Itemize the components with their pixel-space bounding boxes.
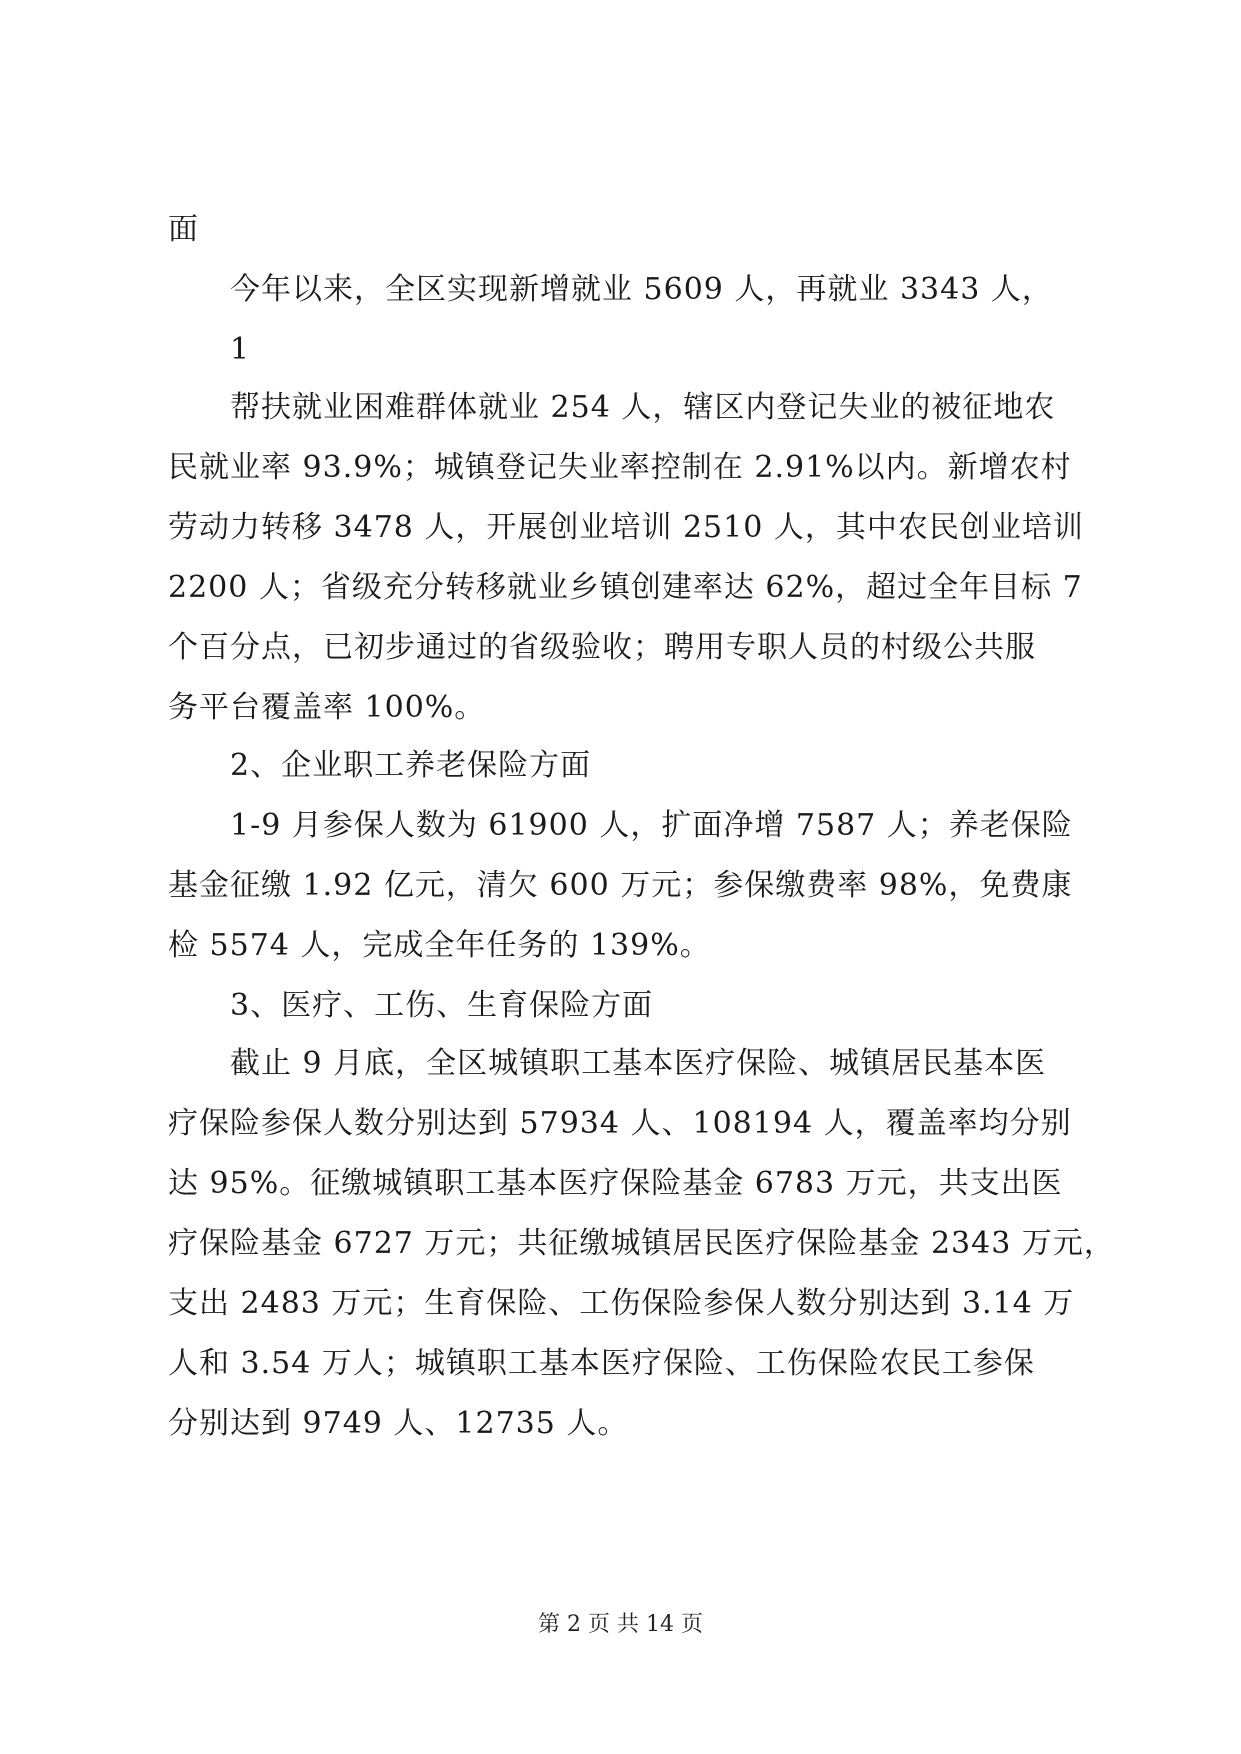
text-line: 务平台覆盖率 100%。	[168, 690, 486, 725]
text-line: 达 95%。征缴城镇职工基本医疗保险基金 6783 万元，共支出医	[168, 1166, 1063, 1201]
page-number: 第 2 页 共 14 页	[538, 1612, 703, 1637]
section-heading: 2、企业职工养老保险方面	[230, 748, 592, 783]
text-line: 分别达到 9749 人、12735 人。	[168, 1406, 629, 1441]
text-line: 今年以来，全区实现新增就业 5609 人，再就业 3343 人，	[230, 272, 1053, 307]
text-line: 支出 2483 万元；生育保险、工伤保险参保人数分别达到 3.14 万	[168, 1286, 1075, 1321]
text-line: 疗保险参保人数分别达到 57934 人、108194 人，覆盖率均分别	[168, 1106, 1072, 1141]
text-line: 人和 3.54 万人；城镇职工基本医疗保险、工伤保险农民工参保	[168, 1346, 1035, 1381]
text-line: 截止 9 月底，全区城镇职工基本医疗保险、城镇居民基本医	[230, 1046, 1047, 1081]
text-line: 面	[168, 212, 199, 247]
text-line: 个百分点，已初步通过的省级验收；聘用专职人员的村级公共服	[168, 630, 1036, 665]
text-line: 劳动力转移 3478 人，开展创业培训 2510 人，其中农民创业培训	[168, 510, 1084, 545]
text-line: 1-9 月参保人数为 61900 人，扩面净增 7587 人；养老保险	[230, 808, 1073, 843]
text-line: 1	[230, 332, 251, 367]
text-line: 基金征缴 1.92 亿元，清欠 600 万元；参保缴费率 98%，免费康	[168, 868, 1073, 903]
text-line: 帮扶就业困难群体就业 254 人，辖区内登记失业的被征地农	[230, 390, 1056, 425]
text-line: 疗保险基金 6727 万元；共征缴城镇居民医疗保险基金 2343 万元，	[168, 1226, 1115, 1261]
text-line: 2200 人；省级充分转移就业乡镇创建率达 62%，超过全年目标 7	[168, 570, 1083, 605]
section-heading: 3、医疗、工伤、生育保险方面	[230, 988, 654, 1023]
text-line: 检 5574 人，完成全年任务的 139%。	[168, 928, 711, 963]
text-line: 民就业率 93.9%；城镇登记失业率控制在 2.91%以内。新增农村	[168, 450, 1072, 485]
